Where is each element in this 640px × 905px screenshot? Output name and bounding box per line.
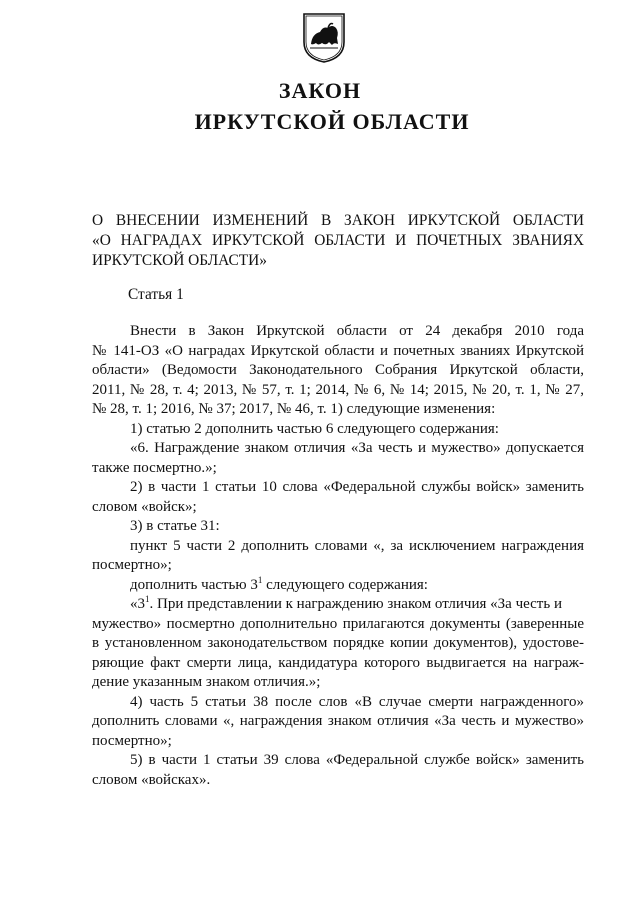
text-fragment: «3	[130, 596, 145, 612]
text-fragment: следующего содержания:	[262, 576, 428, 593]
text-fragment: . При представлении к награждению знаком отличия «За честь и	[149, 596, 562, 612]
text-line: 4) часть 5 статьи 38 после слов «В случае смерти награжденного»	[130, 693, 584, 710]
law-title-line: ИРКУТСКОЙ ОБЛАСТИ»	[92, 252, 267, 269]
text-line: 3) в статье 31:	[130, 518, 220, 534]
text-line	[92, 576, 584, 596]
region-heading: ИРКУТСКОЙ ОБЛАСТИ	[194, 109, 470, 134]
text-line: Внести в Закон Иркутской области от 24 декабря 2010 года	[130, 323, 584, 339]
superscript: 1	[145, 594, 150, 604]
text-line: 2) в части 1 статьи 10 слова «Федеральной службы войск» заменить	[130, 479, 584, 495]
text-line: дополнить словами «, награждения знаком отличия «За честь и мужество»	[92, 713, 584, 729]
text-line: дение указанным знаком отличия.»;	[92, 674, 321, 690]
text-line	[92, 595, 584, 615]
text-line: также посмертно.»;	[92, 459, 217, 476]
text-line: области» (Ведомости Законодательного Собрания Иркутской области,	[92, 362, 584, 378]
law-title-line: О ВНЕСЕНИИ ИЗМЕНЕНИЙ В ЗАКОН ИРКУТСКОЙ ОБЛАСТИ	[92, 212, 584, 229]
text-line: 1) статью 2 дополнить частью 6 следующего содержания:	[130, 420, 499, 437]
superscript: 1	[257, 574, 263, 585]
law-title-line: «О НАГРАДАХ ИРКУТСКОЙ ОБЛАСТИ И ПОЧЕТНЫХ ЗВАНИЯХ	[92, 232, 584, 249]
text-line: пункт 5 части 2 дополнить словами «, за исключением награждения	[130, 537, 584, 554]
text-line: в установленном законодательством порядке копии документов), удостове-	[92, 635, 584, 651]
text-line: 5) в части 1 статьи 39 слова «Федеральной службе войск» заменить	[130, 752, 584, 768]
text-line: посмертно»;	[92, 732, 172, 749]
text-line: № 141-ОЗ «О наградах Иркутской области и почетных званиях Иркутской	[92, 342, 584, 359]
text-line: словом «войсках».	[92, 771, 211, 788]
text-line: посмертно»;	[92, 557, 172, 573]
text-line: мужество» посмертно дополнительно прилагаются документы (заверенные	[92, 615, 584, 632]
text-line: 2011, № 28, т. 4; 2013, № 57, т. 1; 2014, № 6, № 14; 2015, № 20, т. 1, № 27,	[92, 381, 584, 398]
text-line: ряющие факт смерти лица, кандидатура которого выдвигается на награж-	[92, 654, 584, 671]
coat-of-arms-icon	[302, 12, 346, 64]
text-line: № 28, т. 1; 2016, № 37; 2017, № 46, т. 1) следующие изменения:	[92, 401, 496, 417]
law-title	[92, 211, 584, 271]
text-line: словом «войск»;	[92, 498, 197, 515]
text-line: «6. Награждение знаком отличия «За честь и мужество» допускается	[130, 440, 584, 456]
article-heading: Статья 1	[128, 286, 184, 303]
document-type-heading: ЗАКОН	[278, 78, 362, 103]
text-fragment: дополнить частью 3	[130, 576, 258, 593]
article-body	[92, 322, 584, 790]
